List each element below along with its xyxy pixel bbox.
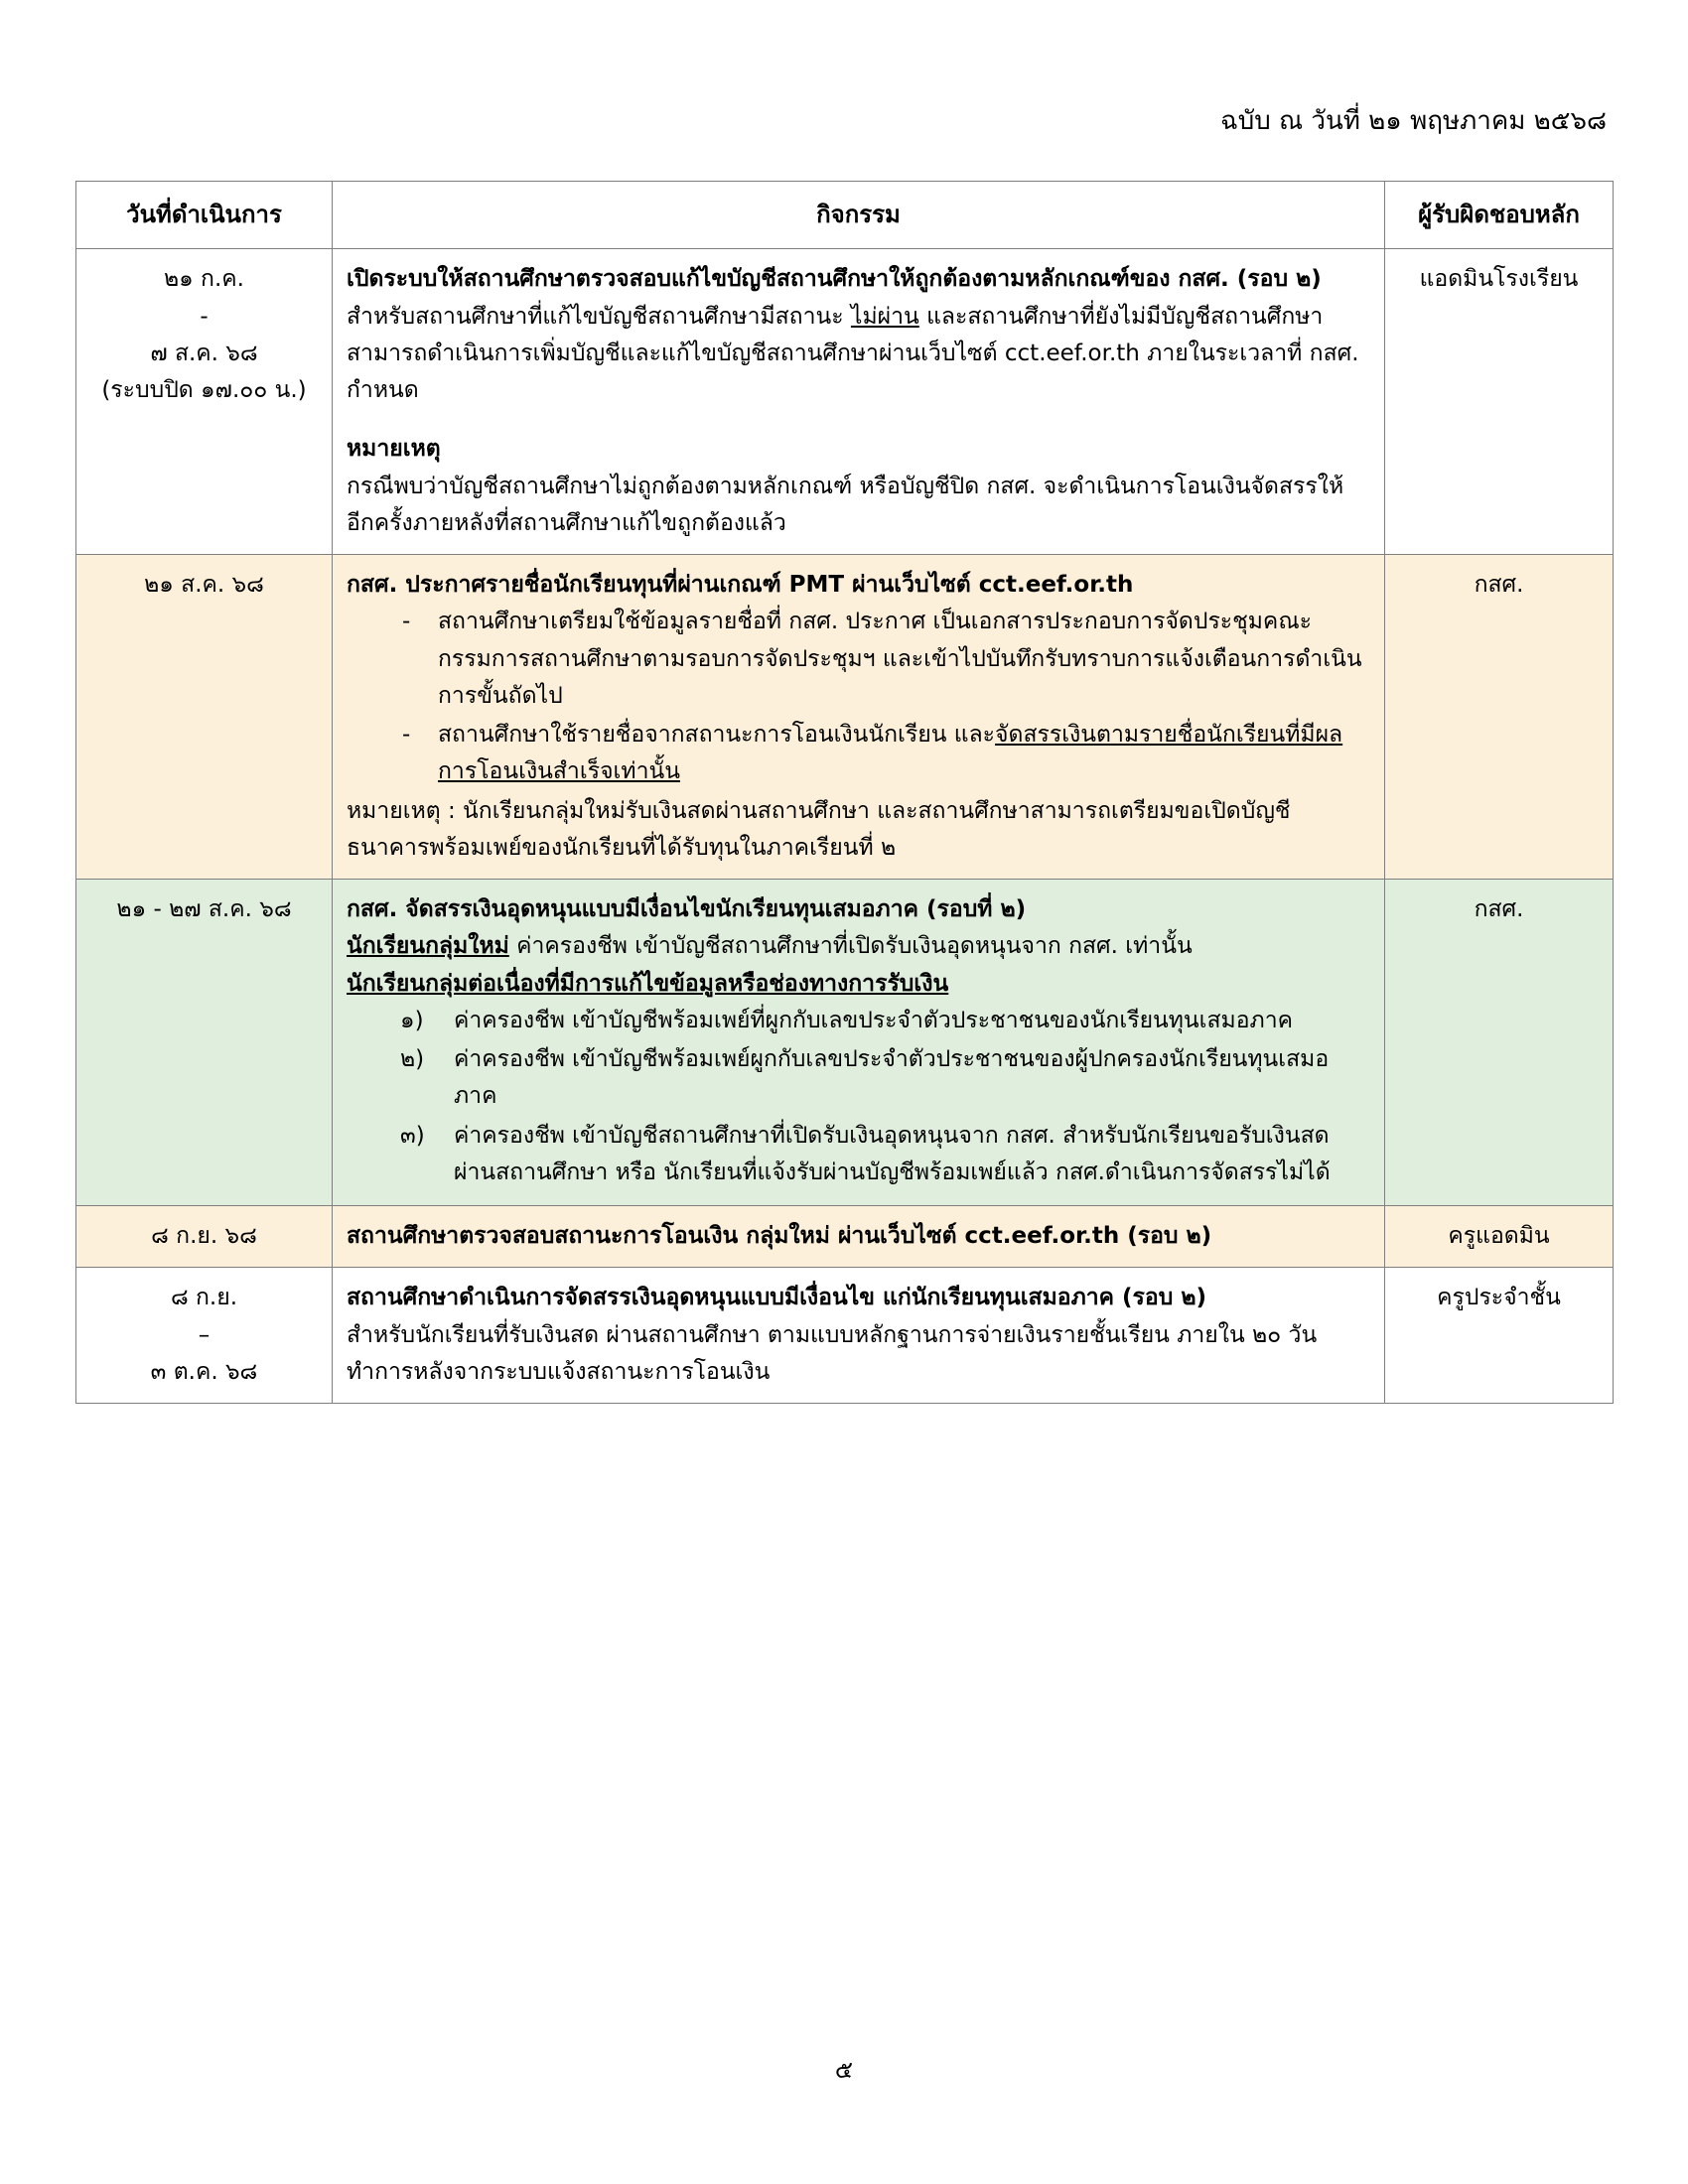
cell-date — [76, 1268, 333, 1404]
cell-responsible: ครูประจำชั้น — [1385, 1268, 1614, 1404]
activity-text-part: สำหรับสถานศึกษาที่แก้ไขบัญชีสถานศึกษามีสถานะ — [347, 303, 851, 330]
table-row — [76, 249, 1614, 555]
activity-bullet-list — [347, 604, 1370, 790]
cell-activity — [333, 1206, 1385, 1268]
activity-title: สถานศึกษาตรวจสอบสถานะการโอนเงิน กลุ่มใหม่ ผ่านเว็บไซต์ cct.eef.or.th (รอบ ๒) — [347, 1223, 1212, 1250]
list-item — [394, 604, 1370, 715]
cell-activity — [333, 880, 1385, 1206]
list-item-text: สถานศึกษาใช้รายชื่อจากสถานะการโอนเงินนักเรียน และ — [438, 722, 996, 749]
date-line: ๘ ก.ย. ๖๘ — [151, 1223, 257, 1250]
activity-note-label: หมายเหตุ — [347, 436, 441, 463]
list-item-text-underlined: จัดสรรเงินตามรายชื่อนักเรียนที่มีผลการโอนเงินสำเร็จเท่านั้น — [438, 722, 1343, 785]
list-item-marker: ๒) — [400, 1046, 425, 1073]
list-item-marker: ๑) — [400, 1007, 424, 1033]
date-line: ๒๑ ส.ค. ๖๘ — [144, 572, 264, 599]
list-item — [394, 1003, 1370, 1039]
date-line: ๗ ส.ค. ๖๘ — [150, 340, 258, 366]
page-number: ๕ — [834, 2056, 854, 2084]
activity-title: เปิดระบบให้สถานศึกษาตรวจสอบแก้ไขบัญชีสถานศึกษาให้ถูกต้องตามหลักเกณฑ์ของ กสศ. (รอบ ๒) — [347, 266, 1322, 293]
document-header-note: ฉบับ ณ วันที่ ๒๑ พฤษภาคม ๒๕๖๘ — [1220, 106, 1607, 136]
activity-text-part: ค่าครองชีพ เข้าบัญชีสถานศึกษาที่เปิดรับเงินอุดหนุนจาก กสศ. เท่านั้น — [508, 933, 1193, 960]
cell-activity — [333, 249, 1385, 555]
activity-text-underlined: ไม่ผ่าน — [850, 303, 919, 330]
activity-paragraph — [347, 928, 1370, 965]
list-item-text: ค่าครองชีพ เข้าบัญชีสถานศึกษาที่เปิดรับเงินอุดหนุนจาก กสศ. สำหรับนักเรียนขอรับเงินสดผ่านสถานศึกษา หรือ นักเรียนที่แจ้งรับผ่านบัญชีพร้อมเพย์แล้ว กสศ.ดำเนินการจัดสรรไม่ได้ — [454, 1122, 1331, 1185]
date-line: (ระบบปิด ๑๗.๐๐ น.) — [101, 377, 307, 404]
cell-responsible: แอดมินโรงเรียน — [1385, 249, 1614, 555]
activity-paragraph: สำหรับนักเรียนที่รับเงินสด ผ่านสถานศึกษา ตามแบบหลักฐานการจ่ายเงินรายชั้นเรียน ภายใน ๒๐ วันทำการหลังจากระบบแจ้งสถานะการโอนเงิน — [347, 1321, 1318, 1385]
list-item-text: ค่าครองชีพ เข้าบัญชีพร้อมเพย์ที่ผูกกับเลขประจำตัวประชาชนของนักเรียนทุนเสมอภาค — [454, 1007, 1293, 1033]
activity-text-underlined: นักเรียนกลุ่มใหม่ — [347, 933, 509, 960]
list-item — [394, 1041, 1370, 1116]
activity-title: กสศ. ประกาศรายชื่อนักเรียนทุนที่ผ่านเกณฑ์ PMT ผ่านเว็บไซต์ cct.eef.or.th — [347, 572, 1134, 599]
cell-activity — [333, 1268, 1385, 1404]
schedule-table — [75, 181, 1614, 1404]
activity-title: สถานศึกษาดำเนินการจัดสรรเงินอุดหนุนแบบมีเงื่อนไข แก่นักเรียนทุนเสมอภาค (รอบ ๒) — [347, 1285, 1206, 1311]
list-item — [394, 717, 1370, 791]
activity-subheading: นักเรียนกลุ่มต่อเนื่องที่มีการแก้ไขข้อมูลหรือช่องทางการรับเงิน — [347, 970, 949, 997]
list-item-text: ค่าครองชีพ เข้าบัญชีพร้อมเพย์ผูกกับเลขประจำตัวประชาชนของผู้ปกครองนักเรียนทุนเสมอภาค — [454, 1046, 1330, 1110]
cell-date — [76, 880, 333, 1206]
date-line: - — [200, 303, 209, 330]
cell-activity — [333, 555, 1385, 880]
table-header-row — [76, 182, 1614, 249]
activity-text-part: และสถานศึกษาที่ยังไม่มีบัญชีสถานศึกษา สามารถดำเนินการเพิ่มบัญชีและแก้ไขบัญชีสถานศึกษาผ่านเว็บไซต์ cct.eef.or.th ภายในระเวลาที่ กสศ. กำหนด — [347, 303, 1359, 404]
cell-responsible: ครูแอดมิน — [1385, 1206, 1614, 1268]
date-line: ๒๑ ก.ค. — [163, 266, 244, 293]
table-row — [76, 555, 1614, 880]
list-item — [394, 1118, 1370, 1192]
column-header-responsible: ผู้รับผิดชอบหลัก — [1385, 182, 1614, 249]
date-line: ๒๑ - ๒๗ ส.ค. ๖๘ — [116, 896, 292, 923]
date-line: ๓ ต.ค. ๖๘ — [150, 1358, 258, 1385]
cell-date — [76, 249, 333, 555]
column-header-date: วันที่ดำเนินการ — [76, 182, 333, 249]
column-header-activity: กิจกรรม — [333, 182, 1385, 249]
cell-responsible: กสศ. — [1385, 555, 1614, 880]
cell-responsible: กสศ. — [1385, 880, 1614, 1206]
activity-footnote: หมายเหตุ : นักเรียนกลุ่มใหม่รับเงินสดผ่านสถานศึกษา และสถานศึกษาสามารถเตรียมขอเปิดบัญชีธนาคารพร้อมเพย์ของนักเรียนที่ได้รับทุนในภาคเรียนที่ ๒ — [347, 797, 1291, 861]
list-item-marker: ๓) — [400, 1122, 425, 1149]
date-line: – — [198, 1321, 211, 1348]
cell-date — [76, 555, 333, 880]
activity-numbered-list — [347, 1003, 1370, 1191]
date-line: ๘ ก.ย. — [170, 1285, 238, 1311]
cell-date — [76, 1206, 333, 1268]
table-row — [76, 1268, 1614, 1404]
activity-title: กสศ. จัดสรรเงินอุดหนุนแบบมีเงื่อนไขนักเรียนทุนเสมอภาค (รอบที่ ๒) — [347, 896, 1027, 923]
activity-paragraph — [347, 299, 1370, 410]
table-row — [76, 880, 1614, 1206]
table-row — [76, 1206, 1614, 1268]
list-item-text: สถานศึกษาเตรียมใช้ข้อมูลรายชื่อที่ กสศ. ประกาศ เป็นเอกสารประกอบการจัดประชุมคณะกรรมการสถานศึกษาตามรอบการจัดประชุมฯ และเข้าไปบันทึกรับทราบการแจ้งเตือนการดำเนินการขั้นถัดไป — [438, 609, 1362, 709]
activity-note-text: กรณีพบว่าบัญชีสถานศึกษาไม่ถูกต้องตามหลักเกณฑ์ หรือบัญชีปิด กสศ. จะดำเนินการโอนเงินจัดสรรให้อีกครั้งภายหลังที่สถานศึกษาแก้ไขถูกต้องแล้ว — [347, 473, 1344, 536]
